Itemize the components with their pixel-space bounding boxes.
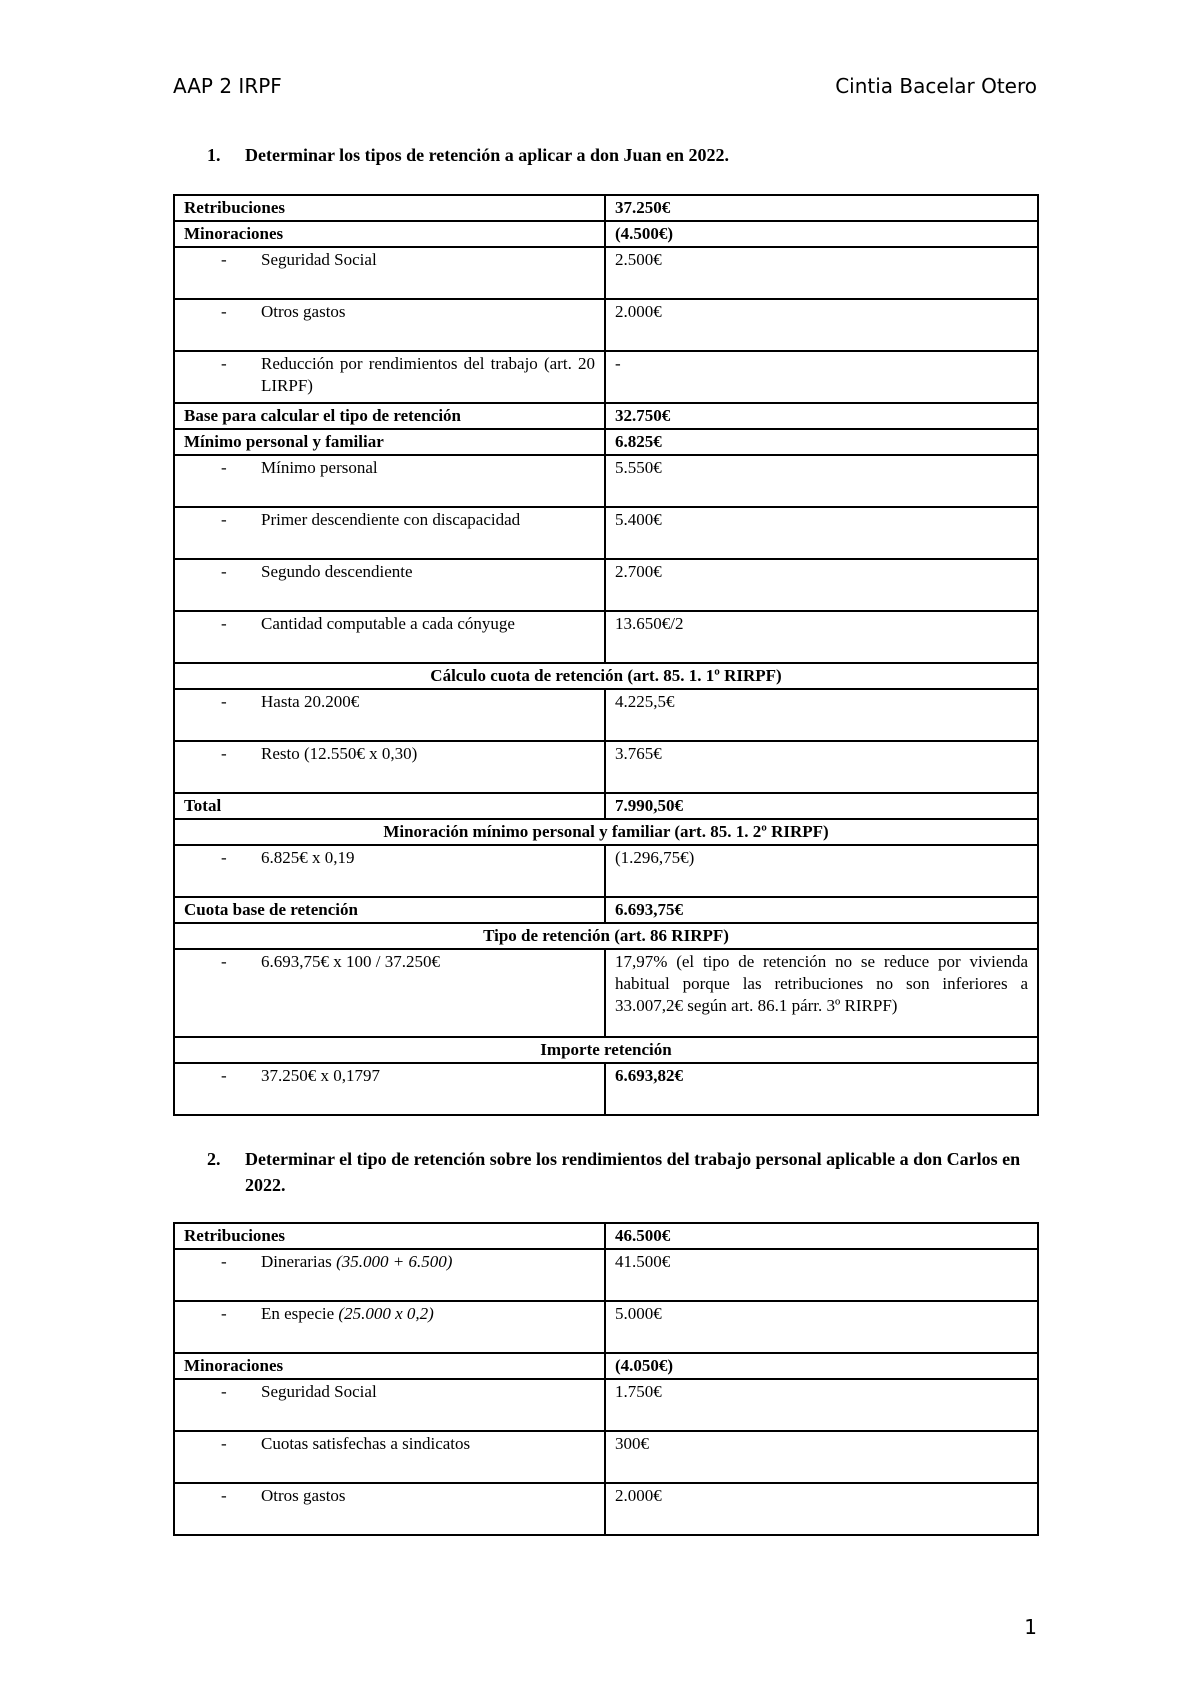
row-label: Minoraciones xyxy=(174,221,605,247)
table-row xyxy=(174,507,1038,559)
row-value: 46.500€ xyxy=(605,1223,1038,1249)
list-dash: - xyxy=(221,1066,227,1085)
row-detail: (35.000 + 6.500) xyxy=(336,1252,453,1271)
row-value: 5.400€ xyxy=(605,507,1038,559)
table-1 xyxy=(173,194,1039,1116)
table-2 xyxy=(173,1222,1039,1536)
row-label: Cuota base de retención xyxy=(174,897,605,923)
table-row xyxy=(174,741,1038,793)
row-label: Mínimo personal y familiar xyxy=(174,429,605,455)
row-value: 2.500€ xyxy=(605,247,1038,299)
row-value: 6.825€ xyxy=(605,429,1038,455)
table-row xyxy=(174,689,1038,741)
row-label: Seguridad Social xyxy=(261,250,377,269)
row-value: 37.250€ xyxy=(605,195,1038,221)
row-value: 6.693,75€ xyxy=(605,897,1038,923)
table-row xyxy=(174,1249,1038,1301)
row-value: (1.296,75€) xyxy=(605,845,1038,897)
row-label: Hasta 20.200€ xyxy=(261,692,360,711)
table-row xyxy=(174,1223,1038,1249)
row-value: 17,97% (el tipo de retención no se reduce por vivienda habitual porque las retribuciones no son inferiores a 33.007,2€ según art. 86.1 párr. 3º RIRPF) xyxy=(605,949,1038,1037)
section-header: Importe retención xyxy=(174,1037,1038,1063)
row-value: (4.050€) xyxy=(605,1353,1038,1379)
row-label: 6.693,75€ x 100 / 37.250€ xyxy=(261,952,440,971)
table-row xyxy=(174,559,1038,611)
row-label: Dinerarias xyxy=(261,1252,337,1271)
table-row xyxy=(174,611,1038,663)
list-dash: - xyxy=(221,354,227,373)
row-label: Segundo descendiente xyxy=(261,562,413,581)
row-value: 7.990,50€ xyxy=(605,793,1038,819)
row-label: Cuotas satisfechas a sindicatos xyxy=(261,1434,471,1453)
table-row xyxy=(174,1353,1038,1379)
row-label: Otros gastos xyxy=(261,1486,346,1505)
row-label: Retribuciones xyxy=(174,1223,605,1249)
table-row xyxy=(174,429,1038,455)
table-row xyxy=(174,897,1038,923)
row-value: 13.650€/2 xyxy=(605,611,1038,663)
row-label: 37.250€ x 0,1797 xyxy=(261,1066,380,1085)
row-label: Resto (12.550€ x 0,30) xyxy=(261,744,418,763)
section-header: Tipo de retención (art. 86 RIRPF) xyxy=(174,923,1038,949)
row-label: Reducción por rendimientos del trabajo (art. 20 LIRPF) xyxy=(261,354,595,395)
row-value: 6.693,82€ xyxy=(605,1063,1038,1115)
row-label: En especie xyxy=(261,1304,339,1323)
list-dash: - xyxy=(221,952,227,971)
row-value: 1.750€ xyxy=(605,1379,1038,1431)
row-label: Primer descendiente con discapacidad xyxy=(261,510,521,529)
row-value: 3.765€ xyxy=(605,741,1038,793)
row-value: (4.500€) xyxy=(605,221,1038,247)
table-row xyxy=(174,195,1038,221)
list-dash: - xyxy=(221,848,227,867)
table-row xyxy=(174,1431,1038,1483)
question-text: Determinar el tipo de retención sobre los rendimientos del trabajo personal aplicable a don Carlos en 2022. xyxy=(245,1149,1021,1195)
row-value: 32.750€ xyxy=(605,403,1038,429)
table-row xyxy=(174,1063,1038,1115)
list-dash: - xyxy=(221,614,227,633)
table-row xyxy=(174,819,1038,845)
table-row xyxy=(174,299,1038,351)
list-dash: - xyxy=(221,302,227,321)
row-label: Cantidad computable a cada cónyuge xyxy=(261,614,515,633)
table-row xyxy=(174,1037,1038,1063)
list-dash: - xyxy=(221,692,227,711)
list-dash: - xyxy=(221,250,227,269)
row-value: - xyxy=(605,351,1038,403)
row-value: 300€ xyxy=(605,1431,1038,1483)
question-1 xyxy=(207,142,1037,168)
row-label: Mínimo personal xyxy=(261,458,378,477)
list-dash: - xyxy=(221,1486,227,1505)
list-dash: - xyxy=(221,458,227,477)
section-header: Cálculo cuota de retención (art. 85. 1. 1º RIRPF) xyxy=(174,663,1038,689)
row-label: 6.825€ x 0,19 xyxy=(261,848,355,867)
row-value: 4.225,5€ xyxy=(605,689,1038,741)
list-dash: - xyxy=(221,1252,227,1271)
list-dash: - xyxy=(221,1434,227,1453)
section-header: Minoración mínimo personal y familiar (art. 85. 1. 2º RIRPF) xyxy=(174,819,1038,845)
table-row xyxy=(174,1483,1038,1535)
table-row xyxy=(174,845,1038,897)
table-row xyxy=(174,247,1038,299)
row-value: 5.000€ xyxy=(605,1301,1038,1353)
table-row xyxy=(174,793,1038,819)
table-row xyxy=(174,455,1038,507)
row-value: 5.550€ xyxy=(605,455,1038,507)
list-dash: - xyxy=(221,1304,227,1323)
table-row xyxy=(174,1379,1038,1431)
table-row xyxy=(174,351,1038,403)
table-row xyxy=(174,923,1038,949)
list-dash: - xyxy=(221,562,227,581)
page-number: 1 xyxy=(1024,1615,1037,1639)
question-text: Determinar los tipos de retención a aplicar a don Juan en 2022. xyxy=(245,145,730,165)
row-label: Minoraciones xyxy=(174,1353,605,1379)
question-2 xyxy=(207,1146,1037,1198)
row-label: Total xyxy=(174,793,605,819)
row-value: 2.000€ xyxy=(605,1483,1038,1535)
row-label: Seguridad Social xyxy=(261,1382,377,1401)
table-row xyxy=(174,1301,1038,1353)
row-label: Otros gastos xyxy=(261,302,346,321)
list-dash: - xyxy=(221,510,227,529)
header-right: Cintia Bacelar Otero xyxy=(835,74,1037,98)
question-number: 2. xyxy=(207,1149,221,1169)
header-left: AAP 2 IRPF xyxy=(173,74,282,98)
row-value: 2.700€ xyxy=(605,559,1038,611)
question-number: 1. xyxy=(207,145,221,165)
row-detail: (25.000 x 0,2) xyxy=(338,1304,434,1323)
row-value: 2.000€ xyxy=(605,299,1038,351)
list-dash: - xyxy=(221,744,227,763)
table-row xyxy=(174,663,1038,689)
table-row xyxy=(174,949,1038,1037)
list-dash: - xyxy=(221,1382,227,1401)
row-label: Retribuciones xyxy=(174,195,605,221)
row-label: Base para calcular el tipo de retención xyxy=(174,403,605,429)
table-row xyxy=(174,221,1038,247)
table-row xyxy=(174,403,1038,429)
row-value: 41.500€ xyxy=(605,1249,1038,1301)
